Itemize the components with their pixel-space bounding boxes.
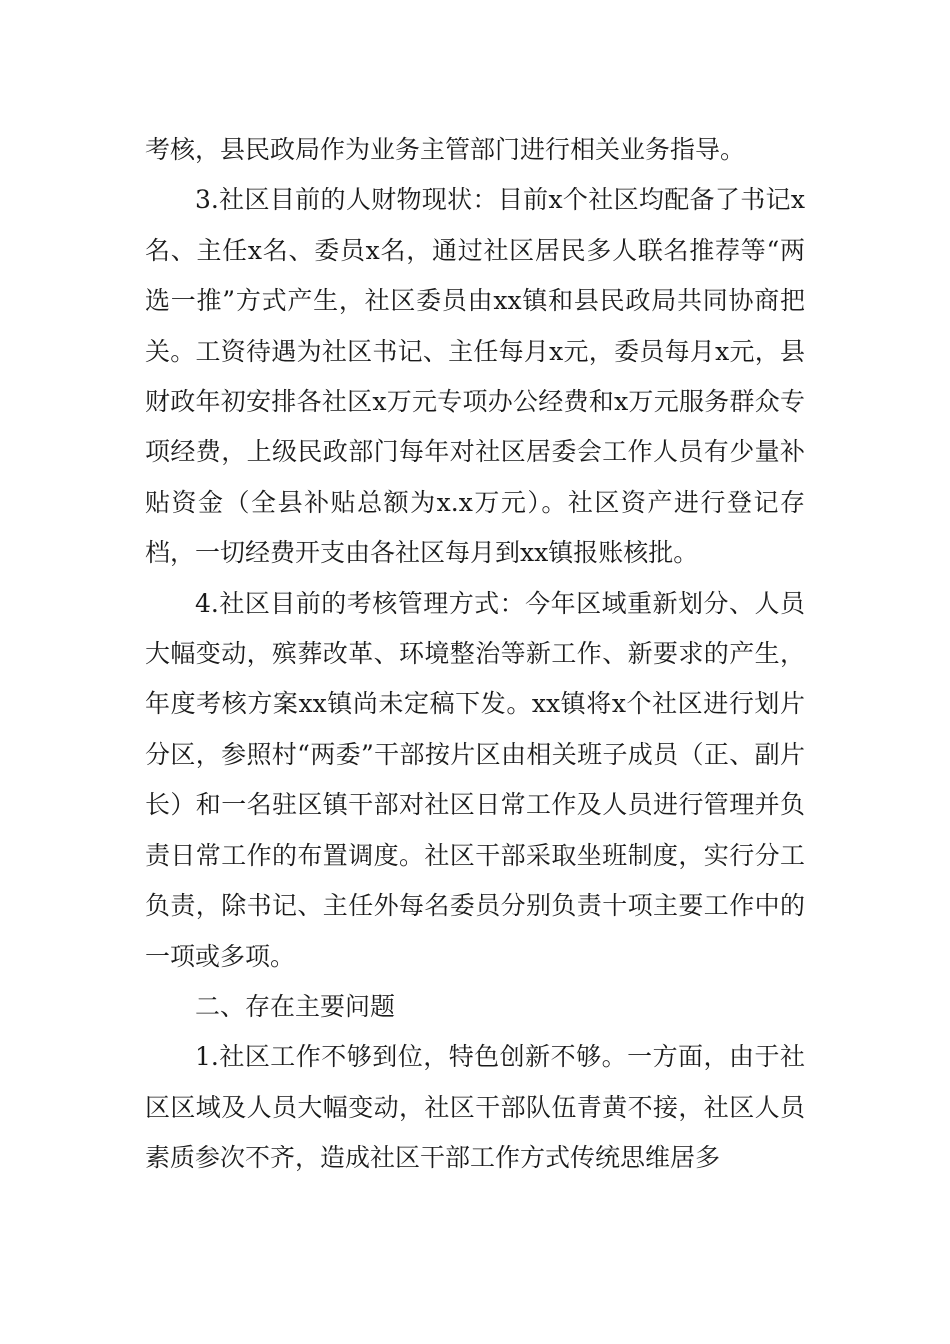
paragraph-problem-1: 1.社区工作不够到位，特色创新不够。一方面，由于社区区域及人员大幅变动，社区干部队伍青黄不接，社区人员素质参次不齐，造成社区干部工作方式传统思维居多 bbox=[145, 1042, 805, 1173]
section-heading-problems: 二、存在主要问题 bbox=[195, 991, 396, 1021]
paragraph-continued: 考核，县民政局作为业务主管部门进行相关业务指导。 bbox=[145, 135, 746, 164]
paragraph-assessment: 4.社区目前的考核管理方式：今年区域重新划分、人员大幅变动，殡葬改革、环境整治等新工作、新要求的产生，年度考核方案xx镇尚未定稿下发。xx镇将x个社区进行划片分区，参照村“两委”干部按片区由相关班子成员（正、副片长）和一名驻区镇干部对社区日常工作及人员进行管理并负责日常工作的布置调度。社区干部采取坐班制度，实行分工负责，除书记、主任外每名委员分别负责十项主要工作中的一项或多项。 bbox=[145, 588, 805, 971]
paragraph-personnel-finance: 3.社区目前的人财物现状：目前x个社区均配备了书记x名、主任x名、委员x名，通过社区居民多人联名推荐等“两选一推”方式产生，社区委员由xx镇和县民政局共同协商把关。工资待遇为社区书记、主任每月x元，委员每月x元，县财政年初安排各社区x万元专项办公经费和x万元服务群众专项经费，上级民政部门每年对社区居委会工作人员有少量补贴资金（全县补贴总额为x.x万元）。社区资产进行登记存档，一切经费开支由各社区每月到xx镇报账核批。 bbox=[145, 185, 805, 568]
document-body bbox=[145, 125, 805, 1184]
